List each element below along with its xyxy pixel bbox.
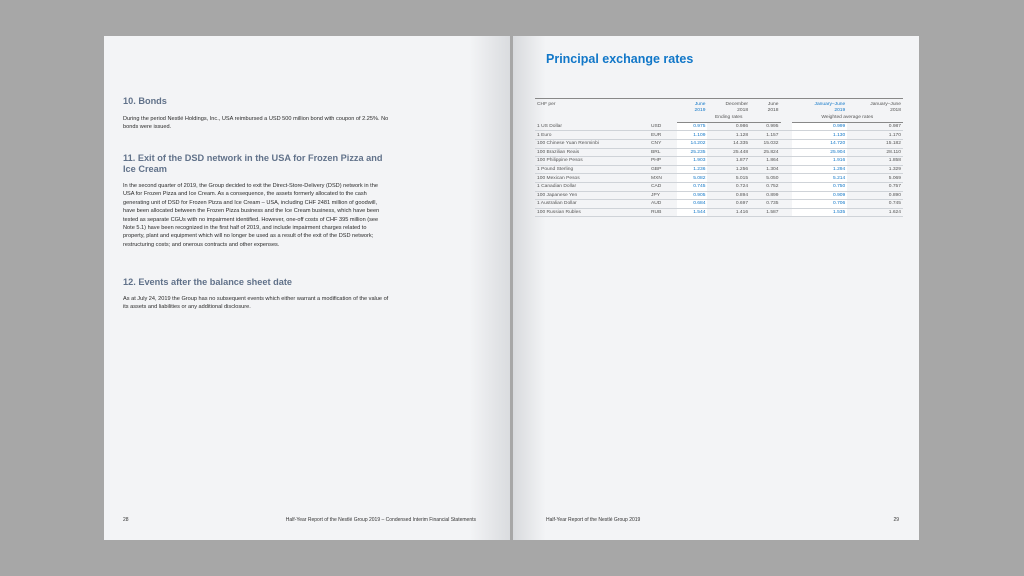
page-title: Principal exchange rates <box>546 52 694 66</box>
footer-text-left: Half-Year Report of the Nestlé Group 2019 – Condensed Interim Financial Statements <box>285 517 476 523</box>
currency-code: AUD <box>649 200 677 209</box>
rate-cell: 0.684 <box>677 200 707 209</box>
rate-cell: 0.750 <box>792 182 848 191</box>
rate-cell: 1.858 <box>847 157 903 166</box>
rate-cell: 1.864 <box>750 157 780 166</box>
rate-cell: 25.448 <box>707 148 750 157</box>
rate-cell: 1.903 <box>677 157 707 166</box>
rate-cell: 1.130 <box>792 131 848 140</box>
rate-cell: 1.294 <box>792 165 848 174</box>
table-header-row <box>535 107 903 115</box>
col-header-top: June <box>677 99 707 107</box>
table-row <box>535 157 903 166</box>
section-heading-bonds: 10. Bonds <box>123 96 167 106</box>
col-header-top: December <box>707 99 750 107</box>
paragraph-bonds: During the period Nestlé Holdings, Inc., USA reimbursed a USD 500 million bond with coupon of 2.25%. No bonds were issued. <box>123 116 389 131</box>
col-header-bottom: 2018 <box>767 107 779 113</box>
rate-cell: 14.202 <box>677 139 707 148</box>
currency-name: 1 Pound Sterling <box>535 165 649 174</box>
currency-name: 100 Mexican Pesos <box>535 174 649 183</box>
table-row <box>535 165 903 174</box>
col-header-bottom: 2019 <box>694 107 706 113</box>
rate-cell: 1.329 <box>847 165 903 174</box>
rate-cell: 5.050 <box>750 174 780 183</box>
rate-cell: 0.986 <box>707 122 750 131</box>
rate-cell: 0.745 <box>847 200 903 209</box>
currency-name: 100 Chinese Yuan Renminbi <box>535 139 649 148</box>
paragraph-dsd-exit: In the second quarter of 2019, the Group decided to exit the Direct-Store-Delivery (DSD) network in the USA for Frozen Pizza and Ice Cream. As a consequence, the assets formerly allocated to the cash generating unit of DSD for Frozen Pizza and Ice Cream – USA, including CHF 2481 million of goodwill, have been allocated between the Frozen Pizza business and the Ice Cream business, which have been tested as separate CGUs with no impairment identified. However, one-off costs of CHF 395 million (see Note 5.1) have been recognized in the first half of 2019, and include impairment charges related to property, plant and equipment which will no longer be used as a result of the exit of the DSD network; restructuring costs; and onerous contracts and other expenses. <box>123 183 380 248</box>
rate-cell: 28.110 <box>847 148 903 157</box>
rate-cell: 0.995 <box>750 122 780 131</box>
rate-cell: 0.752 <box>750 182 780 191</box>
currency-name: 1 US Dollar <box>535 122 649 131</box>
table-row <box>535 131 903 140</box>
rate-cell: 1.587 <box>750 208 780 217</box>
rate-cell: 5.082 <box>677 174 707 183</box>
rate-cell: 1.304 <box>750 165 780 174</box>
currency-name: 100 Brazilian Reais <box>535 148 649 157</box>
section-heading-dsd-line2: Ice Cream <box>123 164 167 174</box>
rate-cell: 1.170 <box>847 131 903 140</box>
rate-cell: 5.015 <box>707 174 750 183</box>
currency-name: 100 Philippine Pesos <box>535 157 649 166</box>
rate-cell: 1.535 <box>792 208 848 217</box>
rate-cell: 25.235 <box>677 148 707 157</box>
currency-code: MXN <box>649 174 677 183</box>
rate-cell: 0.706 <box>792 200 848 209</box>
left-page <box>104 36 510 540</box>
section-heading-dsd-line1: 11. Exit of the DSD network in the USA for Frozen Pizza and <box>123 153 383 163</box>
rate-cell: 1.236 <box>677 165 707 174</box>
chf-per-label: CHF per <box>535 99 649 107</box>
currency-code: EUR <box>649 131 677 140</box>
table-header-row <box>535 99 903 107</box>
rate-cell: 0.987 <box>847 122 903 131</box>
col-header-bottom: 2018 <box>890 107 901 113</box>
rate-cell: 1.877 <box>707 157 750 166</box>
currency-code: JPY <box>649 191 677 200</box>
table-row <box>535 139 903 148</box>
rate-cell: 0.999 <box>792 122 848 131</box>
currency-name: 100 Japanese Yen <box>535 191 649 200</box>
table-row <box>535 182 903 191</box>
group-weighted-rates: Weighted average rates <box>792 114 904 122</box>
currency-code: PHP <box>649 157 677 166</box>
rate-cell: 0.975 <box>677 122 707 131</box>
exchange-rates-table <box>535 98 903 217</box>
section-heading-events: 12. Events after the balance sheet date <box>123 277 293 287</box>
currency-name: 1 Australian Dollar <box>535 200 649 209</box>
rate-cell: 14.720 <box>792 139 848 148</box>
rate-cell: 15.182 <box>847 139 903 148</box>
rate-cell: 1.128 <box>707 131 750 140</box>
currency-name: 1 Canadian Dollar <box>535 182 649 191</box>
rate-cell: 0.757 <box>847 182 903 191</box>
rate-cell: 5.069 <box>847 174 903 183</box>
currency-code: USD <box>649 122 677 131</box>
currency-code: GBP <box>649 165 677 174</box>
rate-cell: 0.724 <box>707 182 750 191</box>
table-row <box>535 174 903 183</box>
rate-cell: 5.214 <box>792 174 848 183</box>
rate-cell: 1.916 <box>792 157 848 166</box>
footer-text-right: Half-Year Report of the Nestlé Group 2019 <box>546 517 641 523</box>
rate-cell: 1.109 <box>677 131 707 140</box>
currency-code: CNY <box>649 139 677 148</box>
page-number-right: 29 <box>893 517 899 523</box>
rate-cell: 25.904 <box>792 148 848 157</box>
rate-cell: 1.544 <box>677 208 707 217</box>
rate-cell: 14.335 <box>707 139 750 148</box>
currency-code: RUB <box>649 208 677 217</box>
table-group-row <box>535 114 903 122</box>
rate-cell: 0.905 <box>677 191 707 200</box>
table-row <box>535 191 903 200</box>
section-heading-dsd-exit <box>123 153 463 175</box>
group-ending-rates: Ending rates <box>677 114 781 122</box>
right-page <box>513 36 919 540</box>
table-row <box>535 148 903 157</box>
rate-cell: 0.697 <box>707 200 750 209</box>
rate-cell: 1.416 <box>707 208 750 217</box>
currency-code: CAD <box>649 182 677 191</box>
table-row <box>535 208 903 217</box>
page-number-left: 28 <box>123 517 129 523</box>
paragraph-events: As at July 24, 2019 the Group has no subsequent events which either warrant a modification of the value of its assets and liabilities or any additional disclosure. <box>123 296 389 311</box>
rate-cell: 15.032 <box>750 139 780 148</box>
col-header-top: June <box>750 99 780 107</box>
rate-cell: 0.735 <box>750 200 780 209</box>
rate-cell: 1.256 <box>707 165 750 174</box>
currency-name: 100 Russian Rubles <box>535 208 649 217</box>
rate-cell: 0.899 <box>750 191 780 200</box>
table-row <box>535 200 903 209</box>
col-header-bottom: 2018 <box>737 107 749 113</box>
currency-name: 1 Euro <box>535 131 649 140</box>
rate-cell: 1.157 <box>750 131 780 140</box>
rate-cell: 0.909 <box>792 191 848 200</box>
rate-cell: 25.824 <box>750 148 780 157</box>
col-header-top: January–June <box>792 99 848 107</box>
rate-cell: 0.745 <box>677 182 707 191</box>
currency-code: BRL <box>649 148 677 157</box>
rate-cell: 0.894 <box>707 191 750 200</box>
rate-cell: 1.624 <box>847 208 903 217</box>
rate-cell: 0.890 <box>847 191 903 200</box>
col-header-top: January–June <box>847 99 903 107</box>
col-header-bottom: 2019 <box>834 107 846 113</box>
table-row <box>535 122 903 131</box>
